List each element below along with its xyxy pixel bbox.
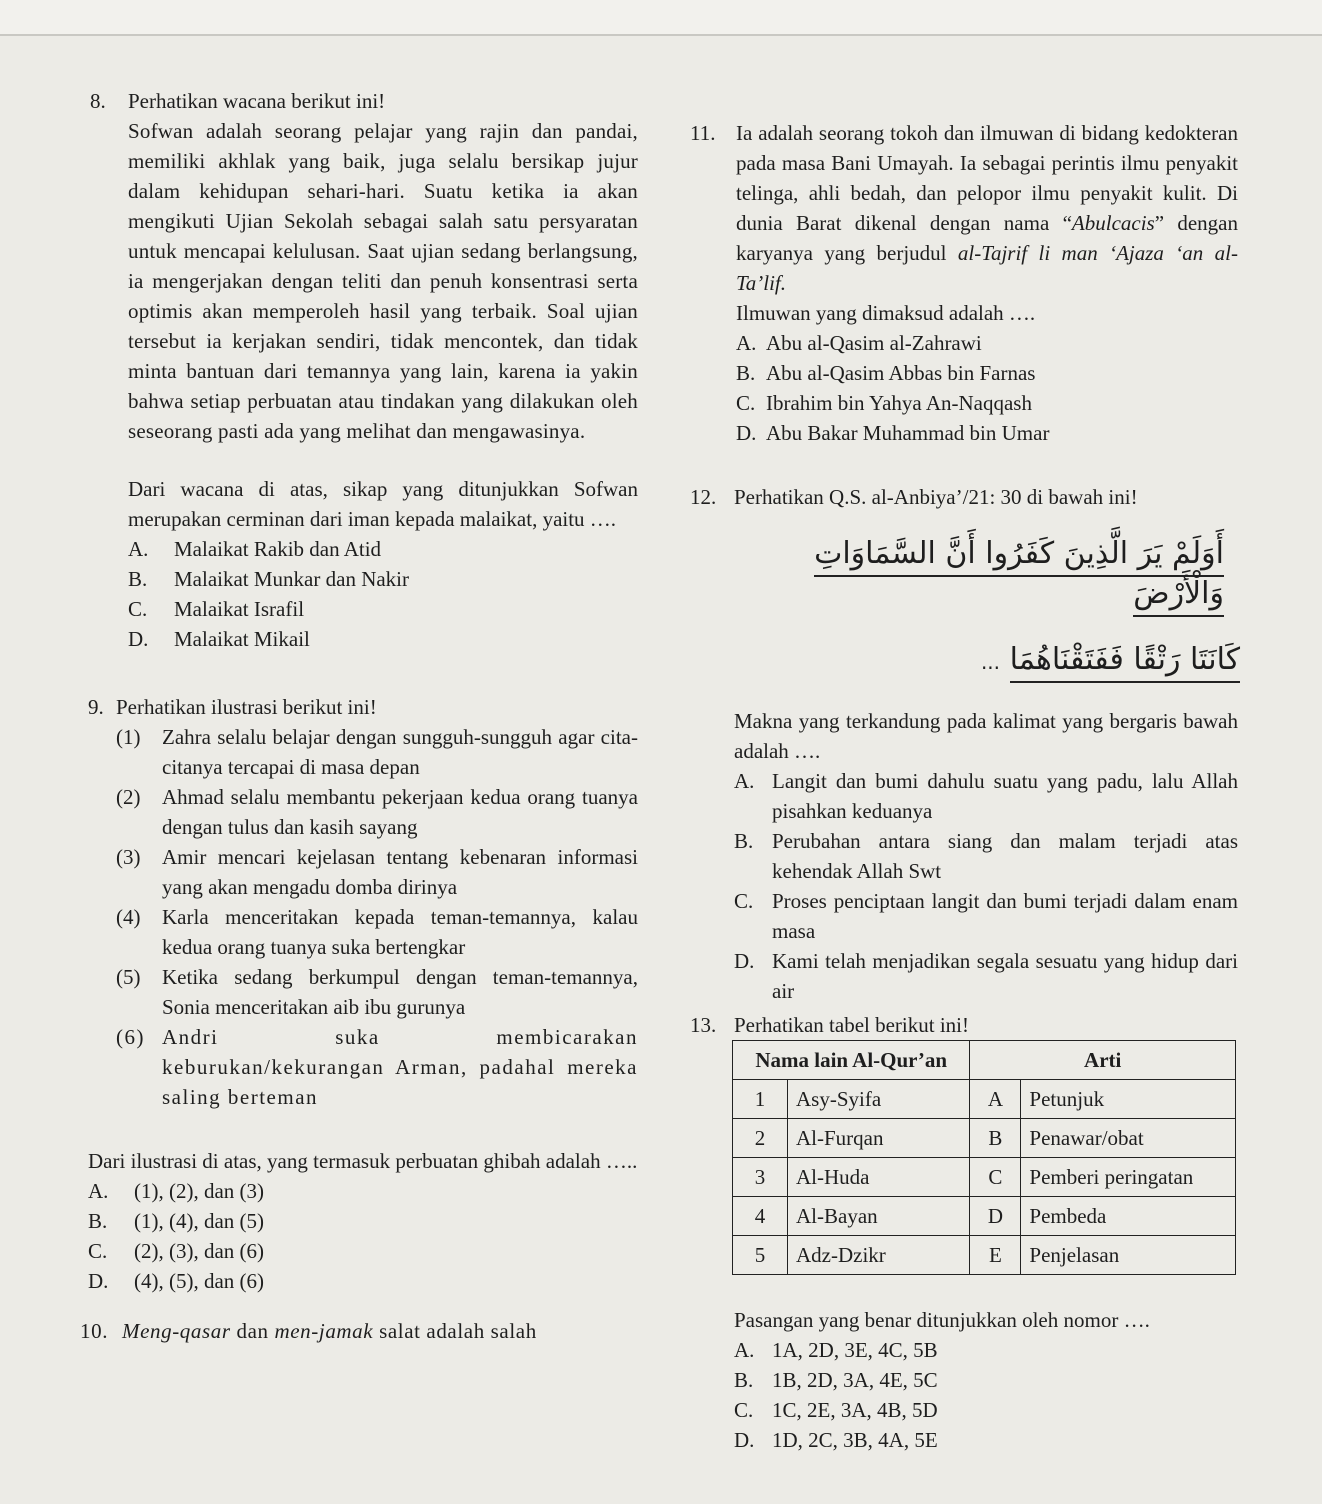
list-item bbox=[116, 962, 638, 1022]
option-letter: C. bbox=[88, 1239, 108, 1263]
question-11-text-mid: ” dengan karyanya yang berjudul bbox=[736, 211, 1238, 265]
option-b[interactable] bbox=[736, 358, 1238, 388]
option-letter: B. bbox=[88, 1209, 108, 1233]
question-10-term-qasar: Meng-qasar bbox=[122, 1319, 231, 1343]
option-letter: A. bbox=[88, 1179, 109, 1203]
item-number: (3) bbox=[116, 845, 141, 869]
option-a[interactable] bbox=[734, 1335, 1238, 1365]
row-number: 4 bbox=[733, 1197, 788, 1236]
row-arti: Penawar/obat bbox=[1021, 1119, 1236, 1158]
option-c[interactable] bbox=[128, 594, 638, 624]
option-c[interactable] bbox=[734, 1395, 1238, 1425]
quran-names-table bbox=[732, 1040, 1236, 1275]
option-a[interactable] bbox=[734, 766, 1238, 826]
question-9-items bbox=[116, 722, 638, 1112]
question-11-options bbox=[736, 328, 1238, 448]
question-13-intro: Perhatikan tabel berikut ini! bbox=[734, 1013, 970, 1037]
option-letter: D. bbox=[734, 949, 755, 973]
row-letter: B bbox=[970, 1119, 1021, 1158]
option-d[interactable] bbox=[128, 624, 638, 654]
item-text: Zahra selalu belajar dengan sungguh-sungguh agar cita-citanya tercapai di masa depan bbox=[162, 725, 638, 779]
item-text: Ketika sedang berkumpul dengan teman-temannya, Sonia menceritakan aib ibu gurunya bbox=[162, 965, 638, 1019]
option-text: (2), (3), dan (6) bbox=[134, 1239, 265, 1263]
option-b[interactable] bbox=[734, 1365, 1238, 1395]
option-letter: A. bbox=[128, 537, 149, 561]
question-13-number: 13. bbox=[690, 1013, 717, 1037]
table-row bbox=[733, 1197, 1236, 1236]
option-text: Proses penciptaan langit dan bumi terjadi dalam enam masa bbox=[772, 889, 1238, 943]
option-b[interactable] bbox=[734, 826, 1238, 886]
option-text: Abu Bakar Muhammad bin Umar bbox=[766, 421, 1050, 445]
question-12-intro: Perhatikan Q.S. al-Anbiya’/21: 30 di bawah ini! bbox=[734, 485, 1138, 509]
row-name: Asy-Syifa bbox=[788, 1080, 970, 1119]
option-text: Malaikat Munkar dan Nakir bbox=[174, 567, 410, 591]
question-12-number: 12. bbox=[690, 485, 717, 509]
option-b[interactable] bbox=[128, 564, 638, 594]
option-text: (4), (5), dan (6) bbox=[134, 1269, 265, 1293]
question-8-prompt: Dari wacana di atas, sikap yang ditunjukkan Sofwan merupakan cerminan dari iman kepada malaikat, yaitu …. bbox=[128, 477, 638, 531]
row-letter: C bbox=[970, 1158, 1021, 1197]
option-letter: C. bbox=[734, 1398, 754, 1422]
question-9-options bbox=[88, 1176, 638, 1296]
question-9-prompt: Dari ilustrasi di atas, yang termasuk perbuatan ghibah adalah ….. bbox=[88, 1149, 638, 1173]
question-11-number: 11. bbox=[690, 121, 716, 145]
table-header-name: Nama lain Al-Qur’an bbox=[733, 1041, 970, 1080]
option-d[interactable] bbox=[88, 1266, 638, 1296]
question-10-conjunction: dan bbox=[236, 1319, 269, 1343]
question-11-text-start: Ia adalah seorang tokoh dan ilmuwan di bidang kedokteran pada masa Bani Umayah. Ia sebagai perintis ilmu penyakit telinga, ahli bedah, dan pelopor ilmu penyakit kulit. Di dunia Barat dikenal dengan nama “ bbox=[736, 121, 1238, 235]
item-text: Amir mencari kejelasan tentang kebenaran informasi yang akan mengadu domba dirinya bbox=[162, 845, 638, 899]
question-11-prompt: Ilmuwan yang dimaksud adalah …. bbox=[736, 301, 1036, 325]
quran-verse-line-2 bbox=[734, 640, 1240, 682]
list-item bbox=[116, 1022, 638, 1112]
question-10-text: salat adalah salah bbox=[379, 1319, 537, 1343]
item-text: Ahmad selalu membantu pekerjaan kedua orang tuanya dengan tulus dan kasih sayang bbox=[162, 785, 638, 839]
option-d[interactable] bbox=[736, 418, 1238, 448]
item-number: (6) bbox=[116, 1025, 145, 1049]
row-number: 1 bbox=[733, 1080, 788, 1119]
arabic-verse-text: أَوَلَمْ يَرَ الَّذِينَ كَفَرُوا أَنَّ السَّمَاوَاتِ وَالْأَرْضَ bbox=[814, 536, 1224, 617]
question-13-options bbox=[734, 1335, 1238, 1455]
option-letter: B. bbox=[128, 567, 148, 591]
option-letter: C. bbox=[128, 597, 148, 621]
left-column bbox=[80, 86, 638, 1346]
item-text: Andri suka membicarakan keburukan/kekurangan Arman, padahal mereka saling berteman bbox=[162, 1025, 638, 1109]
option-text: 1C, 2E, 3A, 4B, 5D bbox=[772, 1398, 938, 1422]
list-item bbox=[116, 782, 638, 842]
option-a[interactable] bbox=[88, 1176, 638, 1206]
row-letter: A bbox=[970, 1080, 1021, 1119]
row-arti: Petunjuk bbox=[1021, 1080, 1236, 1119]
option-c[interactable] bbox=[88, 1236, 638, 1266]
row-letter: E bbox=[970, 1236, 1021, 1275]
question-13-prompt: Pasangan yang benar ditunjukkan oleh nomor …. bbox=[734, 1308, 1150, 1332]
option-text: (1), (2), dan (3) bbox=[134, 1179, 265, 1203]
question-13 bbox=[690, 1010, 1238, 1455]
arabic-verse-underlined: كَانَتَا رَتْقًا فَفَتَقْنَاهُمَا bbox=[1010, 642, 1240, 683]
quran-verse-line-1 bbox=[734, 534, 1224, 614]
question-10 bbox=[80, 1316, 638, 1346]
item-number: (1) bbox=[116, 725, 141, 749]
option-letter: B. bbox=[734, 829, 754, 853]
question-12 bbox=[690, 482, 1238, 1006]
table-row bbox=[733, 1080, 1236, 1119]
option-letter: B. bbox=[734, 1368, 754, 1392]
option-text: 1A, 2D, 3E, 4C, 5B bbox=[772, 1338, 938, 1362]
table-header-arti: Arti bbox=[970, 1041, 1236, 1080]
option-text: 1D, 2C, 3B, 4A, 5E bbox=[772, 1428, 938, 1452]
question-12-prompt: Makna yang terkandung pada kalimat yang bergaris bawah adalah …. bbox=[734, 709, 1238, 763]
option-letter: D. bbox=[734, 1428, 755, 1452]
option-text: Kami telah menjadikan segala sesuatu yang hidup dari air bbox=[772, 949, 1238, 1003]
item-text: Karla menceritakan kepada teman-temannya, kalau kedua orang tuanya suka bertengkar bbox=[162, 905, 638, 959]
row-arti: Pembeda bbox=[1021, 1197, 1236, 1236]
option-letter: D. bbox=[736, 421, 757, 445]
table-header-row bbox=[733, 1041, 1236, 1080]
row-number: 2 bbox=[733, 1119, 788, 1158]
item-number: (4) bbox=[116, 905, 141, 929]
page-top-rule bbox=[0, 34, 1322, 36]
question-10-term-jamak: men-jamak bbox=[274, 1319, 374, 1343]
question-9-intro: Perhatikan ilustrasi berikut ini! bbox=[116, 695, 377, 719]
row-name: Al-Huda bbox=[788, 1158, 970, 1197]
option-text: (1), (4), dan (5) bbox=[134, 1209, 265, 1233]
option-text: Abu al-Qasim Abbas bin Farnas bbox=[766, 361, 1036, 385]
list-item bbox=[116, 902, 638, 962]
table-row bbox=[733, 1236, 1236, 1275]
arabic-ellipsis: ... bbox=[980, 650, 1001, 674]
option-text: Malaikat Rakib dan Atid bbox=[174, 537, 382, 561]
option-a[interactable] bbox=[736, 328, 1238, 358]
option-letter: A. bbox=[736, 331, 757, 355]
option-letter: B. bbox=[736, 361, 756, 385]
option-letter: C. bbox=[734, 889, 754, 913]
question-11-latin-name: Abulcacis bbox=[1071, 211, 1155, 235]
question-8-options bbox=[128, 534, 638, 654]
row-letter: D bbox=[970, 1197, 1021, 1236]
question-11 bbox=[690, 118, 1238, 448]
question-12-options bbox=[734, 766, 1238, 1006]
row-name: Adz-Dzikr bbox=[788, 1236, 970, 1275]
option-letter: D. bbox=[128, 627, 149, 651]
question-8-number: 8. bbox=[90, 89, 106, 113]
option-letter: A. bbox=[734, 769, 755, 793]
option-c[interactable] bbox=[736, 388, 1238, 418]
row-arti: Penjelasan bbox=[1021, 1236, 1236, 1275]
list-item bbox=[116, 722, 638, 782]
list-item bbox=[116, 842, 638, 902]
option-text: Langit dan bumi dahulu suatu yang padu, lalu Allah pisahkan keduanya bbox=[772, 769, 1238, 823]
option-c[interactable] bbox=[734, 886, 1238, 946]
right-column bbox=[690, 118, 1238, 1455]
option-d[interactable] bbox=[734, 1425, 1238, 1455]
row-name: Al-Furqan bbox=[788, 1119, 970, 1158]
option-text: Perubahan antara siang dan malam terjadi atas kehendak Allah Swt bbox=[772, 829, 1238, 883]
row-number: 5 bbox=[733, 1236, 788, 1275]
option-text: 1B, 2D, 3A, 4E, 5C bbox=[772, 1368, 938, 1392]
option-text: Ibrahim bin Yahya An-Naqqash bbox=[766, 391, 1032, 415]
table-row bbox=[733, 1158, 1236, 1197]
option-letter: A. bbox=[734, 1338, 755, 1362]
row-number: 3 bbox=[733, 1158, 788, 1197]
option-letter: C. bbox=[736, 391, 756, 415]
question-10-number: 10. bbox=[80, 1319, 109, 1343]
option-a[interactable] bbox=[128, 534, 638, 564]
question-11-book-title: al-Tajrif li man ‘Ajaza ‘an al-Ta’lif. bbox=[736, 241, 1238, 295]
row-arti: Pemberi peringatan bbox=[1021, 1158, 1236, 1197]
option-b[interactable] bbox=[88, 1206, 638, 1236]
question-8-passage: Sofwan adalah seorang pelajar yang rajin dan pandai, memiliki akhlak yang baik, juga selalu bersikap jujur dalam kehidupan sehari-hari. Suatu ketika ia akan mengikuti Ujian Sekolah sebagai salah satu persyaratan untuk mencapai kelulusan. Saat ujian sedang berlangsung, ia mengerjakan dengan teliti dan penuh konsentrasi serta optimis akan memperoleh hasil yang terbaik. Soal ujian tersebut ia kerjakan sendiri, tidak mencontek, dan tidak minta bantuan dari temannya yang lain, karena ia yakin bahwa setiap perbuatan atau tindakan yang dilakukan oleh seseorang pasti ada yang melihat dan mengawasinya. bbox=[128, 119, 638, 443]
item-number: (5) bbox=[116, 965, 141, 989]
item-number: (2) bbox=[116, 785, 141, 809]
question-8 bbox=[90, 86, 638, 654]
page-top-margin bbox=[0, 0, 1322, 35]
option-text: Malaikat Israfil bbox=[174, 597, 305, 621]
question-9 bbox=[88, 692, 638, 1296]
table-row bbox=[733, 1119, 1236, 1158]
option-text: Abu al-Qasim al-Zahrawi bbox=[766, 331, 982, 355]
option-text: Malaikat Mikail bbox=[174, 627, 310, 651]
question-8-intro: Perhatikan wacana berikut ini! bbox=[128, 89, 386, 113]
option-d[interactable] bbox=[734, 946, 1238, 1006]
option-letter: D. bbox=[88, 1269, 109, 1293]
row-name: Al-Bayan bbox=[788, 1197, 970, 1236]
question-9-number: 9. bbox=[88, 695, 104, 719]
